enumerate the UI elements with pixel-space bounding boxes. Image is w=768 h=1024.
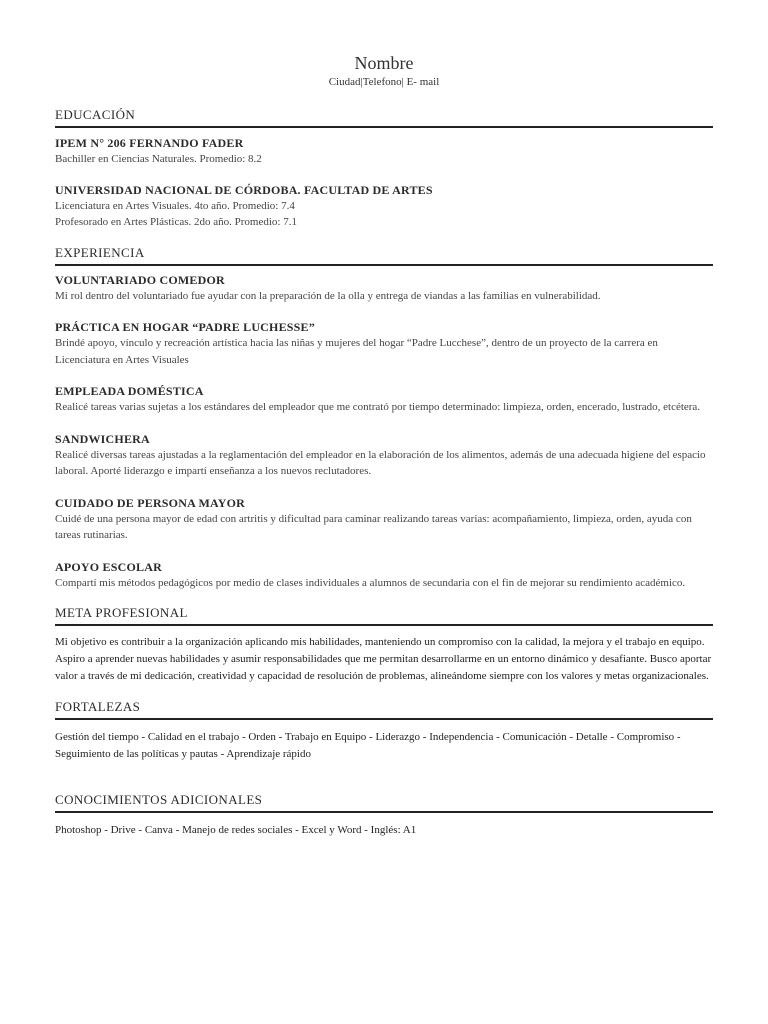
experience-role: VOLUNTARIADO COMEDOR <box>55 272 225 287</box>
experience-role: EMPLEADA DOMÉSTICA <box>55 384 204 398</box>
experience-role: PRÁCTICA EN HOGAR “PADRE LUCHESSE” <box>55 320 315 334</box>
experience-entry <box>55 383 713 416</box>
experience-entry <box>55 319 713 368</box>
experience-description: Realicé tareas varias sujetas a los estándares del empleador que me contrató por tiempo determinado: limpieza, orden, encerado, lustrado, etcétera. <box>55 401 701 413</box>
education-detail: Licenciatura en Artes Visuales. 4to año. Promedio: 7.4 <box>55 199 295 212</box>
section-title-goal: META PROFESIONAL <box>55 605 713 626</box>
education-detail: Bachiller en Ciencias Naturales. Promedio: 8.2 <box>55 153 262 165</box>
education-institution: IPEM N° 206 FERNANDO FADER <box>55 136 244 150</box>
section-title-education: EDUCACIÓN <box>55 107 713 128</box>
experience-role: APOYO ESCOLAR <box>55 559 162 574</box>
experience-description: Cuidé de una persona mayor de edad con artritis y dificultad para caminar realizando tareas varias: acompañamiento, limpieza, orden, ayuda con tareas rutinarias. <box>55 512 692 541</box>
candidate-name: Nombre <box>354 53 414 73</box>
experience-entry <box>55 559 713 592</box>
experience-description: Realicé diversas tareas ajustadas a la reglamentación del empleador en la elaboración de los alimentos, además de una adecuada higiene del espacio laboral. Aporté liderazgo e impartí enseñanza a los nuevos reclutadores. <box>55 448 706 477</box>
skills-text: Photoshop - Drive - Canva - Manejo de redes sociales - Excel y Word - Inglés: A1 <box>55 824 417 836</box>
education-entry <box>55 182 713 231</box>
strengths-text: Gestión del tiempo - Calidad en el trabajo - Orden - Trabajo en Equipo - Liderazgo - Independencia - Comunicación - Detalle - Compromiso - Seguimiento de las políticas y pautas - Aprendizaje rápido <box>55 731 681 760</box>
section-title-skills: CONOCIMIENTOS ADICIONALES <box>55 792 713 813</box>
experience-role: SANDWICHERA <box>55 431 150 446</box>
education-entry <box>55 135 713 168</box>
experience-entry <box>55 431 713 480</box>
experience-entry <box>55 272 713 305</box>
education-detail: Profesorado en Artes Plásticas. 2do año. Promedio: 7.1 <box>55 216 297 228</box>
education-institution: UNIVERSIDAD NACIONAL DE CÓRDOBA. FACULTAD DE ARTES <box>55 182 433 197</box>
contact-line: Ciudad|Telefono| E- mail <box>328 76 440 88</box>
experience-description: Compartí mis métodos pedagógicos por medio de clases individuales a alumnos de secundaria con el fin de mejorar su rendimiento académico. <box>55 576 686 589</box>
resume-page <box>55 52 713 839</box>
section-title-strengths: FORTALEZAS <box>55 699 713 720</box>
goal-text: Mi objetivo es contribuir a la organización aplicando mis habilidades, manteniendo un compromiso con la calidad, la mejora y el trabajo en equipo. Aspiro a aprender nuevas habilidades y asumir responsabilidades que me permitan desarrollarme en un entorno dinámico y desafiante. Busco aportar valor a través de mi dedicación, creatividad y capacidad de resolución de problemas, alineándome siempre con los valores y metas organizacionales. <box>55 636 712 682</box>
section-title-experience: EXPERIENCIA <box>55 245 713 266</box>
experience-role: CUIDADO DE PERSONA MAYOR <box>55 495 246 510</box>
experience-description: Mi rol dentro del voluntariado fue ayudar con la preparación de la olla y entrega de viandas a las familias en vulnerabilidad. <box>55 289 601 302</box>
experience-entry <box>55 495 713 544</box>
experience-description: Brindé apoyo, vínculo y recreación artística hacia las niñas y mujeres del hogar “Padre Lucchese”, dentro de un proyecto de la carrera en Licenciatura en Artes Visuales <box>55 337 658 366</box>
